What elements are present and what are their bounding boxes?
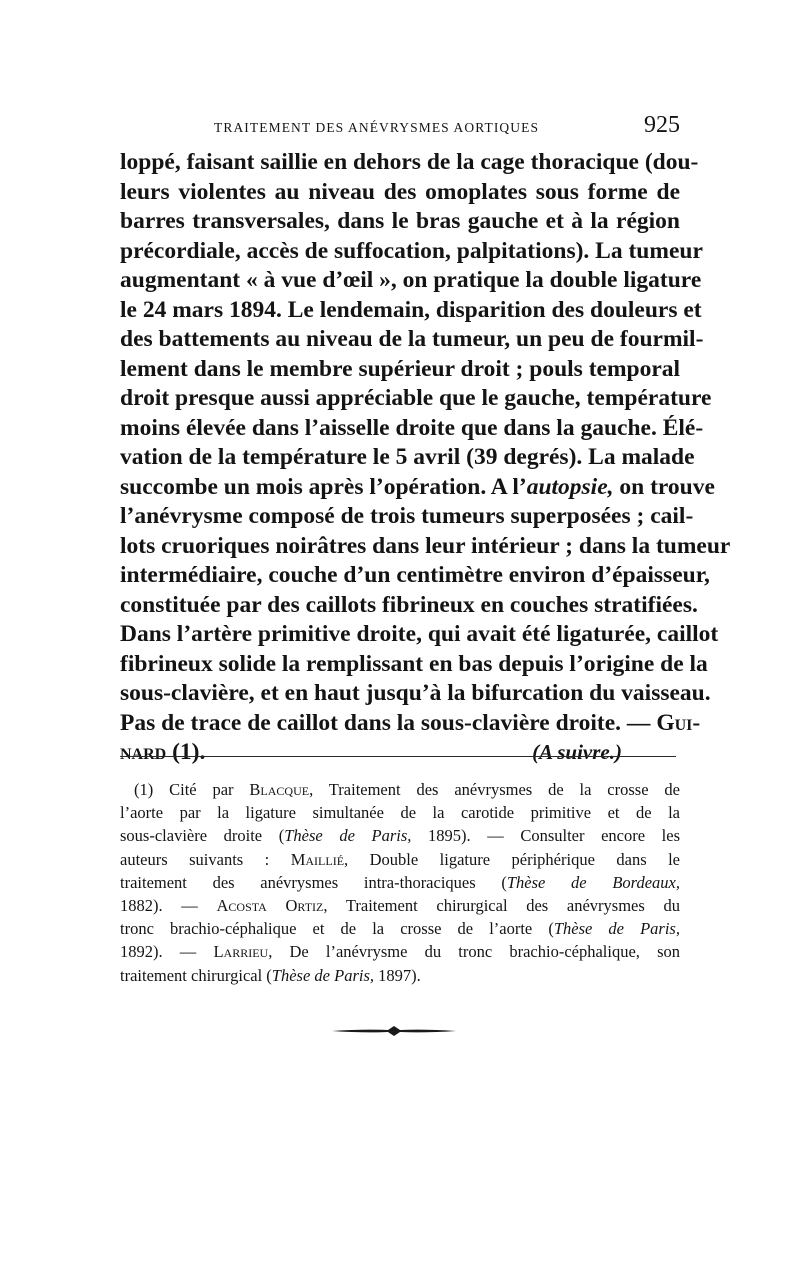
footnote-line (120, 917, 680, 940)
footnote-line (120, 848, 680, 871)
continuation-note: (A suivre.) (532, 740, 622, 764)
footnote (120, 778, 680, 987)
body-line-text: on trouve (613, 473, 715, 500)
footnote-thesis: Thèse de Paris, (553, 919, 680, 939)
footnote-line (120, 940, 680, 963)
autopsie-italic: autopsie, (526, 473, 614, 500)
body-line: droit presque aussi appréciable que le gauche, température (120, 385, 712, 411)
author-guinard: Gui- (656, 709, 701, 736)
body-line: l’anévrysme composé de trois tumeurs superposées ; cail- (120, 503, 694, 529)
footnote-line (120, 964, 680, 987)
footnote-thesis: Thèse de Bordeaux, (506, 872, 680, 892)
body-paragraph (120, 148, 731, 768)
footnote-text: auteurs suivants : (120, 849, 291, 869)
body-line: fibrineux solide la remplissant en bas depuis l’origine de la (120, 650, 708, 677)
footnote-rule (120, 756, 676, 757)
footnote-text: Traitement des anévrysmes de la crosse de (313, 780, 680, 799)
footnote-text: sous-clavière droite ( (120, 826, 285, 846)
footnote-thesis: Thèse de Paris, (284, 826, 412, 846)
footnote-line: l’aorte par la ligature simultanée de la carotide primitive et de la (120, 803, 680, 823)
body-line: précordiale, accès de suffocation, palpitations). La tumeur (120, 237, 703, 264)
footnote-line (120, 778, 680, 801)
body-line-text: Pas de trace de caillot dans la sous-clavière droite. — (120, 709, 657, 736)
footnote-text: De l’anévrysme du tronc brachio-céphalique, son (272, 942, 680, 962)
footnote-author: Larrieu, (213, 942, 273, 962)
body-line: lement dans le membre supérieur droit ; pouls temporal (120, 355, 681, 382)
footnote-text: 1892). — (120, 942, 214, 962)
footnote-author: Blacque, (249, 780, 314, 799)
body-line: moins élevée dans l’aisselle droite que dans la gauche. Élé- (120, 414, 704, 441)
footnote-text: traitement chirurgical ( (120, 965, 272, 985)
body-line: leurs violentes au niveau des omoplates sous forme de (120, 178, 680, 205)
running-title: TRAITEMENT DES ANÉVRYSMES AORTIQUES (214, 120, 540, 135)
author-guinard-end: nard (1). (120, 739, 206, 765)
body-line-text: succombe un mois après l’opération. A l’ (120, 473, 527, 500)
body-line: sous-clavière, et en haut jusqu’à la bifurcation du vaisseau. (120, 680, 711, 706)
body-line: Dans l’artère primitive droite, qui avait été ligaturée, caillot (120, 621, 719, 647)
body-line: loppé, faisant saillie en dehors de la cage thoracique (dou- (120, 149, 699, 175)
footnote-text: 1895). — Consulter encore les (411, 826, 681, 846)
footnote-author: Maillié, (290, 849, 349, 869)
footnote-text: 1882). — (120, 895, 217, 915)
body-line: vation de la température le 5 avril (39 degrés). La malade (120, 444, 695, 470)
end-ornament-icon (332, 1025, 456, 1037)
footnote-text: (1) Cité par (134, 780, 250, 799)
footnote-line (120, 871, 680, 894)
footnote-text: Traitement chirurgical des anévrysmes du (327, 895, 680, 915)
body-line: augmentant « à vue d’œil », on pratique la double ligature (120, 267, 702, 293)
body-line: constituée par des caillots fibrineux en couches stratifiées. (120, 591, 698, 618)
body-line: des battements au niveau de la tumeur, un peu de fourmil- (120, 326, 704, 352)
body-line: barres transversales, dans le bras gauche et à la région (120, 208, 680, 234)
footnote-text: 1897). (374, 965, 421, 985)
body-line (120, 473, 715, 503)
body-line: intermédiaire, couche d’un centimètre environ d’épaisseur, (120, 562, 710, 588)
footnote-text: traitement des anévrysmes intra-thoraciques ( (120, 872, 507, 892)
body-line (120, 738, 680, 768)
footnote-text: Double ligature périphérique dans le (348, 849, 680, 869)
body-line (120, 709, 701, 739)
running-head (120, 112, 680, 142)
body-line: le 24 mars 1894. Le lendemain, disparition des douleurs et (120, 296, 702, 323)
footnote-thesis: Thèse de Paris, (271, 965, 374, 985)
footnote-text: tronc brachio-céphalique et de la crosse de l’aorte ( (120, 919, 554, 939)
footnote-line (120, 824, 680, 847)
page-number: 925 (644, 112, 680, 138)
footnote-line (120, 894, 680, 917)
body-line: lots cruoriques noirâtres dans leur intérieur ; dans la tumeur (120, 532, 731, 559)
footnote-author: Acosta Ortiz, (216, 895, 328, 915)
